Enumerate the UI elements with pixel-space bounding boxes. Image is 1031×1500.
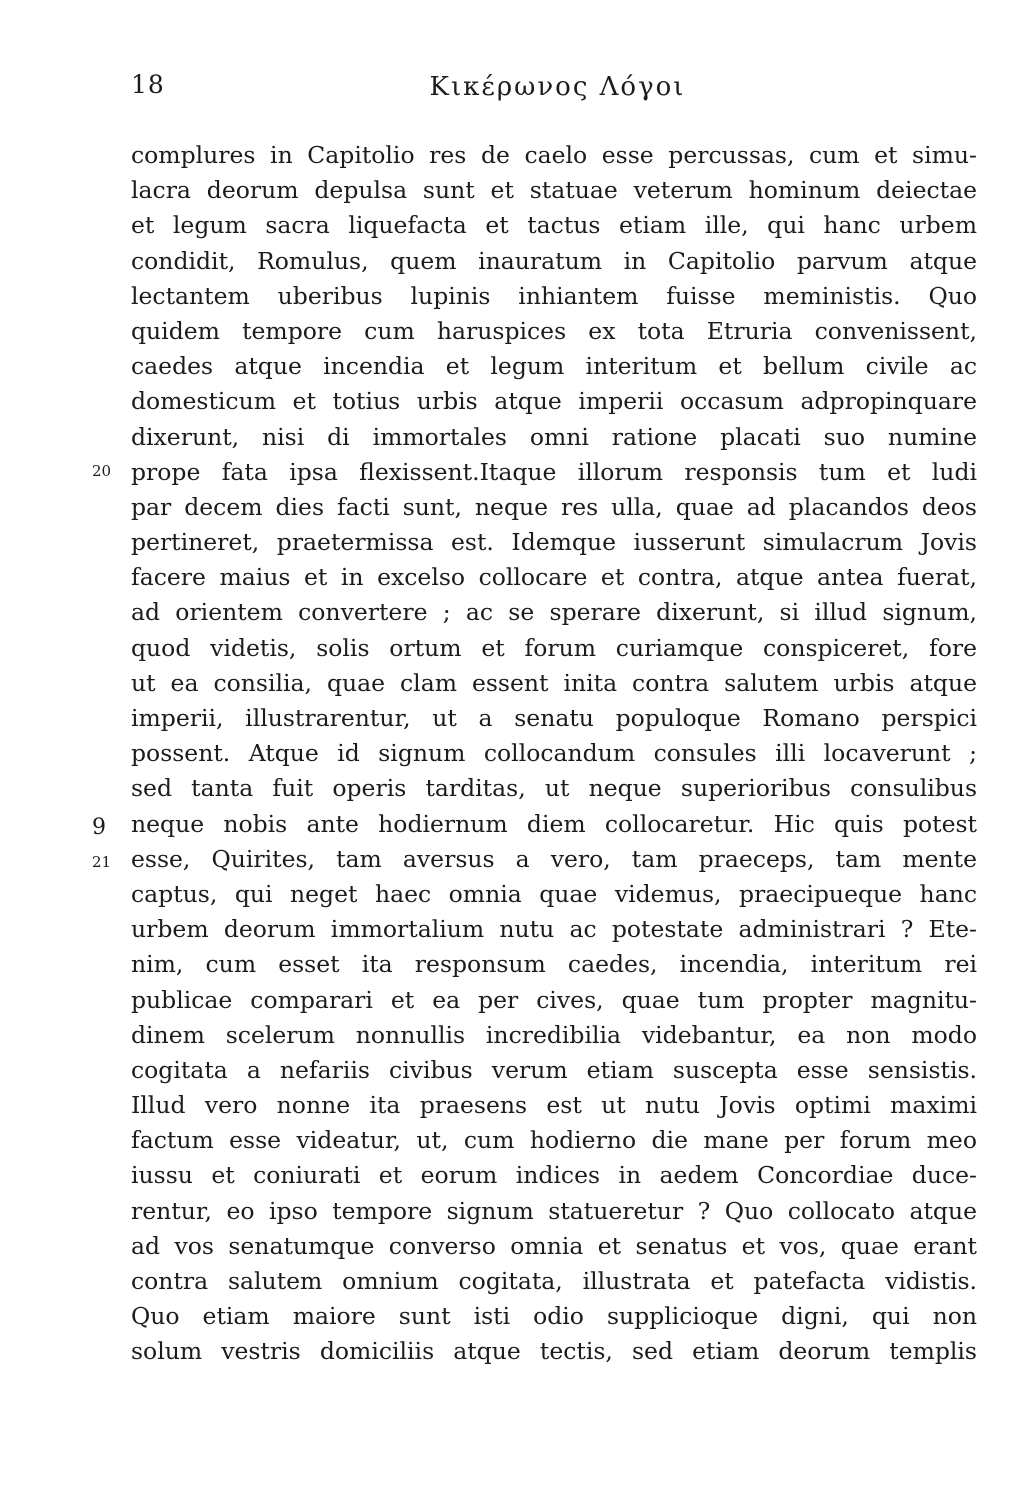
text-line: esse, Quirites, tam aversus a vero, tam praeceps, tam mente [131,844,977,873]
text-line: ad vos senatumque converso omnia et senatus et vos, quae erant [131,1231,977,1260]
text-line: Illud vero nonne ita praesens est ut nutu Jovis optimi maximi [131,1091,977,1120]
text-line: dinem scelerum nonnullis incredibilia videbantur, ea non modo [131,1020,977,1049]
text-line: prope fata ipsa flexissent.Itaque illorum responsis tum et ludi [131,457,977,486]
text-line: imperii, illustrarentur, ut a senatu populoque Romano perspici [131,704,977,732]
text-line: ad orientem convertere ; ac se sperare dixerunt, si illud signum, [131,598,977,627]
text-line: contra salutem omnium cogitata, illustrata et patefacta vidistis. [131,1267,977,1295]
text-line: lacra deorum depulsa sunt et statuae veterum hominum deiectae [131,176,977,205]
page-number: 18 [131,70,165,99]
text-line: Quo etiam maiore sunt isti odio supplicioque digni, qui non [131,1302,977,1331]
text-line: rentur, eo ipso tempore signum statueretur ? Quo collocato atque [131,1196,977,1225]
body-text [131,138,977,1370]
text-line: cogitata a nefariis civibus verum etiam suscepta esse sensistis. [131,1055,977,1084]
text-line: nim, cum esset ita responsum caedes, incendia, interitum rei [131,950,977,979]
text-line: iussu et coniurati et eorum indices in aedem Concordiae duce- [131,1161,977,1190]
text-line: quod videtis, solis ortum et forum curiamque conspiceret, fore [131,633,977,662]
text-line: caedes atque incendia et legum interitum et bellum civile ac [131,352,977,381]
text-line: urbem deorum immortalium nutu ac potestate administrari ? Ete- [131,915,977,944]
text-line: lectantem uberibus lupinis inhiantem fuisse meministis. Quo [131,281,977,310]
text-line: et legum sacra liquefacta et tactus etiam ille, qui hanc urbem [131,211,977,240]
text-line: domesticum et totius urbis atque imperii occasum adpropinquare [131,387,977,416]
text-line: sed tanta fuit operis tarditas, ut neque superioribus consulibus [131,774,977,803]
text-line: factum esse videatur, ut, cum hodierno die mane per forum meo [131,1126,977,1155]
margin-section-number: 21 [92,853,112,871]
text-line: complures in Capitolio res de caelo esse percussas, cum et simu- [131,141,977,169]
text-line: facere maius et in excelso collocare et contra, atque antea fuerat, [131,563,977,592]
margin-section-number: 20 [92,462,112,480]
text-line: condidit, Romulus, quem inauratum in Capitolio parvum atque [131,246,977,275]
text-line: solum vestris domiciliis atque tectis, sed etiam deorum templis [131,1337,977,1366]
text-line: publicae comparari et ea per cives, quae tum propter magnitu- [131,985,977,1014]
text-line: par decem dies facti sunt, neque res ulla, quae ad placandos deos [131,492,977,521]
text-line: ut ea consilia, quae clam essent inita contra salutem urbis atque [131,668,977,697]
text-line: dixerunt, nisi di immortales omni ratione placati suo numine [131,422,977,451]
text-line: possent. Atque id signum collocandum consules illi locaverunt ; [131,739,977,768]
text-line: captus, qui neget haec omnia quae videmus, praecipueque hanc [131,879,977,908]
margin-chapter-number: 9 [92,815,106,840]
text-line: quidem tempore cum haruspices ex tota Etruria convenissent, [131,316,977,345]
running-title: Κικέρωνος Λόγοι [429,72,686,102]
text-line: pertineret, praetermissa est. Idemque iusserunt simulacrum Jovis [131,528,977,557]
text-line: neque nobis ante hodiernum diem collocaretur. Hic quis potest [131,809,977,838]
